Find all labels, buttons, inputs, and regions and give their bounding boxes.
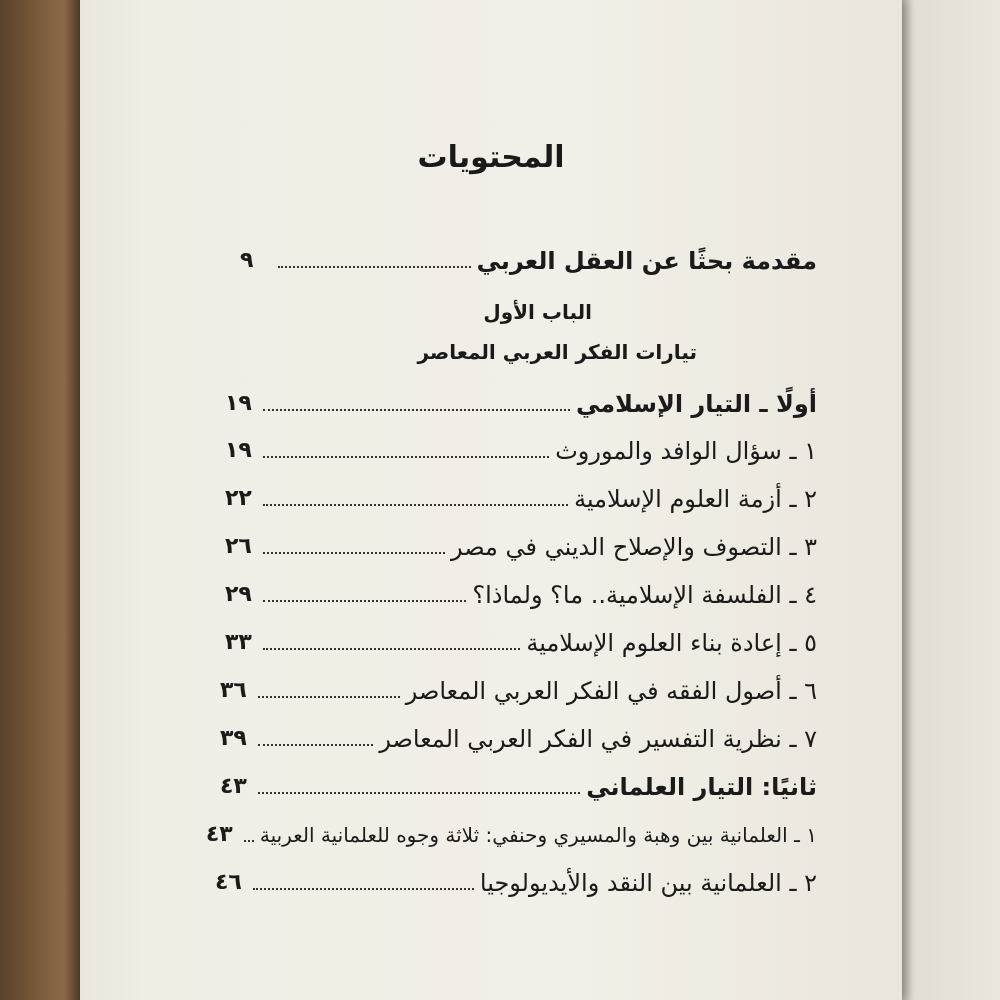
- toc-entry-label: أولًا ـ التيار الإسلامي: [575, 390, 817, 418]
- dot-leader: [278, 266, 471, 268]
- toc-page-number: ٢٢: [225, 486, 252, 511]
- toc-entry-label: ثانيًا: التيار العلماني: [586, 773, 817, 801]
- toc-entry: [225, 526, 817, 562]
- book-page: [80, 0, 902, 1000]
- toc-page-number: ٩: [240, 248, 254, 273]
- toc-entry-label: ٧ ـ نظرية التفسير في الفكر العربي المعاصر: [379, 725, 817, 753]
- part-subtitle: تيارات الفكر العربي المعاصر: [417, 340, 697, 364]
- dot-leader: [263, 409, 570, 411]
- toc-page-number: ١٩: [225, 438, 252, 463]
- toc-entry-label: ٥ ـ إعادة بناء العلوم الإسلامية: [526, 629, 817, 657]
- toc-entry-label: ٤ ـ الفلسفة الإسلامية.. ما؟ ولماذا؟: [472, 581, 817, 609]
- toc-page-number: ١٩: [225, 391, 252, 416]
- toc-entry-label: ١ ـ العلمانية بين وهبة والمسيري وحنفي: ثلاثة وجوه للعلمانية العربية: [259, 823, 817, 847]
- toc-entry: [225, 430, 817, 466]
- toc-entry: [220, 718, 817, 754]
- dot-leader: [263, 600, 466, 602]
- part-title: الباب الأول: [483, 300, 592, 324]
- toc-entry-label: مقدمة بحثًا عن العقل العربي: [476, 247, 817, 275]
- toc-page-number: ٣٦: [220, 678, 247, 703]
- toc-entry: [225, 574, 817, 610]
- dot-leader: [258, 744, 373, 746]
- toc-entry: [225, 478, 817, 514]
- wooden-table-background: [0, 0, 85, 1000]
- toc-entry-intro: [240, 240, 817, 276]
- toc-page-number: ٢٦: [225, 534, 252, 559]
- dot-leader: [244, 840, 254, 842]
- toc-entry: [205, 814, 817, 850]
- toc-entry: [225, 622, 817, 658]
- toc-section-title: [220, 766, 817, 802]
- toc-section-title: [225, 383, 817, 419]
- toc-entry-label: ٦ ـ أصول الفقه في الفكر العربي المعاصر: [405, 677, 817, 705]
- toc-page-number: ٤٦: [215, 870, 242, 895]
- toc-entry: [220, 670, 817, 706]
- toc-entry-label: ٢ ـ أزمة العلوم الإسلامية: [574, 485, 817, 513]
- dot-leader: [263, 552, 445, 554]
- toc-page-number: ٣٣: [225, 630, 252, 655]
- toc-page-number: ٢٩: [225, 582, 252, 607]
- toc-title: المحتويات: [417, 140, 565, 175]
- toc-page-number: ٤٣: [220, 774, 247, 799]
- dot-leader: [263, 504, 568, 506]
- toc-page-number: ٤٣: [205, 822, 233, 847]
- dot-leader: [263, 648, 520, 650]
- toc-entry-label: ٣ ـ التصوف والإصلاح الديني في مصر: [450, 533, 817, 561]
- dot-leader: [253, 888, 474, 890]
- dot-leader: [263, 456, 549, 458]
- dot-leader: [258, 696, 400, 698]
- toc-entry: [215, 862, 817, 898]
- dot-leader: [258, 792, 580, 794]
- toc-page-number: ٣٩: [220, 726, 247, 751]
- toc-entry-label: ١ ـ سؤال الوافد والموروث: [555, 437, 817, 465]
- toc-entry-label: ٢ ـ العلمانية بين النقد والأيديولوجيا: [479, 869, 817, 897]
